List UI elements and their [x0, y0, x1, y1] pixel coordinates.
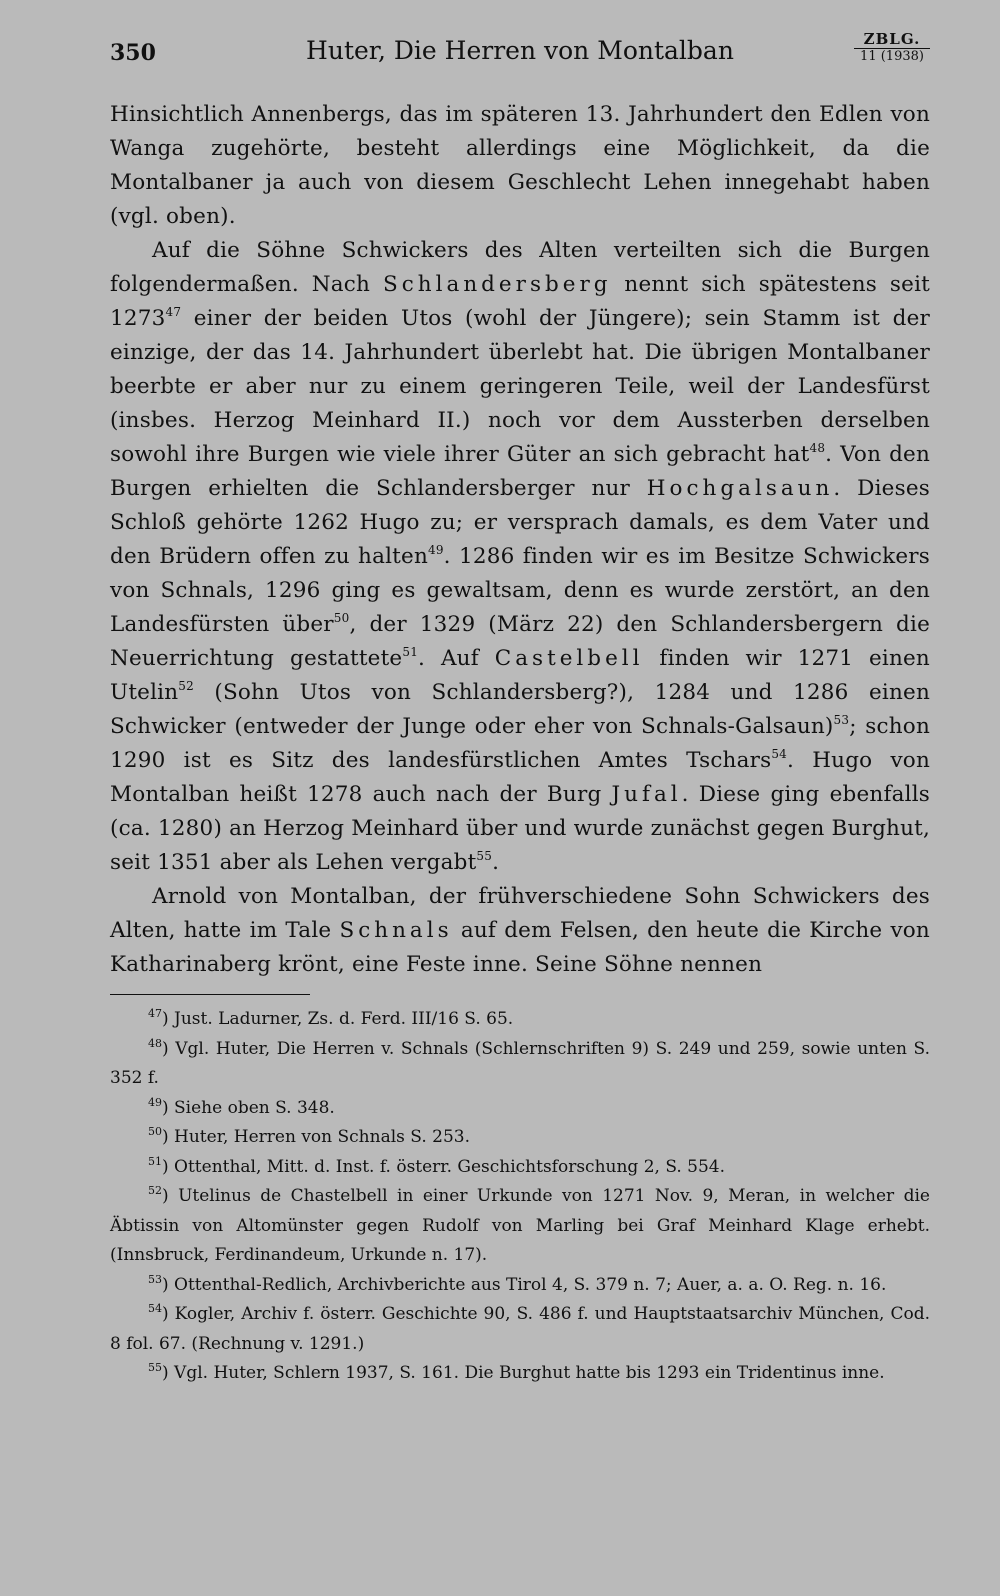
spaced-place-name: Hochgalsaun — [646, 476, 834, 501]
footnote-ref: 47 — [165, 305, 182, 319]
footnote-text: ) Ottenthal-Redlich, Archivberichte aus Tirol 4, S. 379 n. 7; Auer, a. a. O. Reg. n. 16. — [162, 1274, 887, 1295]
footnote-ref: 54 — [771, 747, 788, 761]
text-run: , der 1329 (März 22) den Schlandersbergern die Neuerrichtung gestattete — [110, 612, 930, 671]
journal-reference — [854, 30, 930, 65]
footnote-ref: 50 — [333, 611, 350, 625]
journal-abbreviation: ZBLG. — [854, 30, 930, 49]
footnote-ref: 53 — [833, 713, 850, 727]
text-run: (Sohn Utos von Schlandersberg?), 1284 und 1286 einen Schwicker (entweder der Junge oder eher von Schnals-Galsaun) — [110, 680, 930, 739]
footnote-number: 51 — [148, 1154, 162, 1168]
footnote-text: ) Just. Ladurner, Zs. d. Ferd. III/16 S. 65. — [162, 1009, 514, 1029]
footnote-48 — [110, 1035, 930, 1094]
text-run: . Von den Burgen erhielten die Schlandersberger nur — [110, 442, 931, 501]
footnote-ref: 49 — [428, 543, 444, 557]
footnote-number: 52 — [148, 1184, 162, 1197]
book-page — [110, 30, 930, 1389]
footnote-52 — [110, 1182, 930, 1271]
text-run: . — [492, 850, 500, 875]
running-title: Huter, Die Herren von Montalban — [306, 36, 734, 65]
footnote-ref: 51 — [402, 645, 419, 659]
page-number: 350 — [110, 40, 156, 66]
footnote-text: ) Huter, Herren von Schnals S. 253. — [162, 1127, 470, 1147]
text-run: einer der beiden Utos (wohl der Jüngere); sein Stamm ist der einzige, der das 14. Jahrhundert überlebt hat. Die übrigen Montalbaner beerbte er aber nur zu einem geringeren Teile, weil der Landesfürst (insbes. Herzog Meinhard II.) noch vor dem Aussterben derselben sowohl ihre Burgen wie viele ihrer Güter an sich gebracht hat — [110, 306, 930, 467]
footnote-ref: 55 — [476, 849, 493, 863]
footnote-number: 53 — [148, 1272, 162, 1286]
footnote-text: ) Siehe oben S. 348. — [162, 1097, 335, 1118]
page-header — [110, 30, 930, 78]
footnote-text: ) Ottenthal, Mitt. d. Inst. f. österr. Geschichtsforschung 2, S. 554. — [162, 1156, 726, 1177]
footnote-51 — [110, 1153, 930, 1183]
text-run: nennt sich spätestens seit 1273 — [110, 272, 931, 331]
footnote-ref: 48 — [809, 441, 826, 455]
footnote-54 — [110, 1300, 930, 1359]
text-run: auf dem Felsen, den heute die Kirche von Katharinaberg krönt, eine Feste inne. Seine Söhne nennen — [110, 918, 930, 977]
journal-volume: 11 (1938) — [860, 49, 924, 64]
spaced-place-name: Jufal — [611, 782, 682, 807]
footnote-50 — [110, 1123, 930, 1153]
main-text — [110, 98, 930, 982]
paragraph-3 — [110, 880, 930, 982]
footnote-55 — [110, 1359, 930, 1389]
paragraph-2 — [110, 234, 930, 880]
footnote-49 — [110, 1094, 930, 1124]
spaced-place-name: Castelbell — [494, 646, 644, 671]
footnote-text: ) Vgl. Huter, Schlern 1937, S. 161. Die Burghut hatte bis 1293 ein Tridentinus inne. — [162, 1363, 885, 1383]
text-run: finden wir 1271 einen Utelin — [110, 646, 930, 705]
footnote-divider — [110, 994, 310, 995]
text-run: . Auf — [418, 646, 495, 671]
text-run: ; schon 1290 ist es Sitz des landesfürstlichen Amtes Tschars — [110, 714, 930, 773]
footnote-number: 47 — [148, 1007, 162, 1020]
text-run: Arnold von Montalban, der frühverschiedene Sohn Schwickers des Alten, hatte im Tale — [110, 884, 930, 943]
footnote-number: 54 — [148, 1302, 162, 1315]
footnotes — [110, 1005, 930, 1389]
footnote-ref: 52 — [178, 679, 194, 693]
footnote-number: 50 — [148, 1125, 162, 1138]
footnote-number: 55 — [148, 1361, 162, 1374]
spaced-place-name: Schnals — [339, 918, 453, 943]
text-run: . Dieses Schloß gehörte 1262 Hugo zu; er versprach damals, es dem Vater und den Brüdern offen zu halten — [110, 476, 930, 569]
footnote-text: ) Kogler, Archiv f. österr. Geschichte 90, S. 486 f. und Hauptstaatsarchiv München, Cod. 8 fol. 67. (Rechnung v. 1291.) — [110, 1304, 930, 1354]
footnote-47 — [110, 1005, 930, 1035]
text-run: . Hugo von Montalban heißt 1278 auch nach der Burg — [110, 748, 930, 807]
text-run: Auf die Söhne Schwickers des Alten verteilten sich die Burgen folgendermaßen. Nach — [110, 238, 930, 297]
footnote-text: ) Utelinus de Chastelbell in einer Urkunde von 1271 Nov. 9, Meran, in welcher die Äbtissin von Altomünster gegen Rudolf von Marling bei Graf Meinhard Klage erhebt. (Innsbruck, Ferdinandeum, Urkunde n. 17). — [110, 1186, 930, 1265]
footnote-number: 49 — [148, 1095, 162, 1109]
footnote-number: 48 — [148, 1036, 162, 1050]
spaced-place-name: Schlandersberg — [383, 272, 612, 297]
footnote-text: ) Vgl. Huter, Die Herren v. Schnals (Schlernschriften 9) S. 249 und 259, sowie unten S. 352 f. — [110, 1038, 930, 1088]
text-run: . Diese ging ebenfalls (ca. 1280) an Herzog Meinhard über und wurde zunächst gegen Burghut, seit 1351 aber als Lehen vergabt — [110, 782, 930, 875]
paragraph-1: Hinsichtlich Annenbergs, das im späteren 13. Jahrhundert den Edlen von Wanga zugehörte, besteht allerdings eine Möglichkeit, da die Montalbaner ja auch von diesem Geschlecht Lehen innegehabt haben (vgl. oben). — [110, 102, 930, 229]
text-run: . 1286 finden wir es im Besitze Schwickers von Schnals, 1296 ging es gewaltsam, denn es wurde zerstört, an den Landesfürsten über — [110, 544, 930, 637]
footnote-53 — [110, 1271, 930, 1301]
